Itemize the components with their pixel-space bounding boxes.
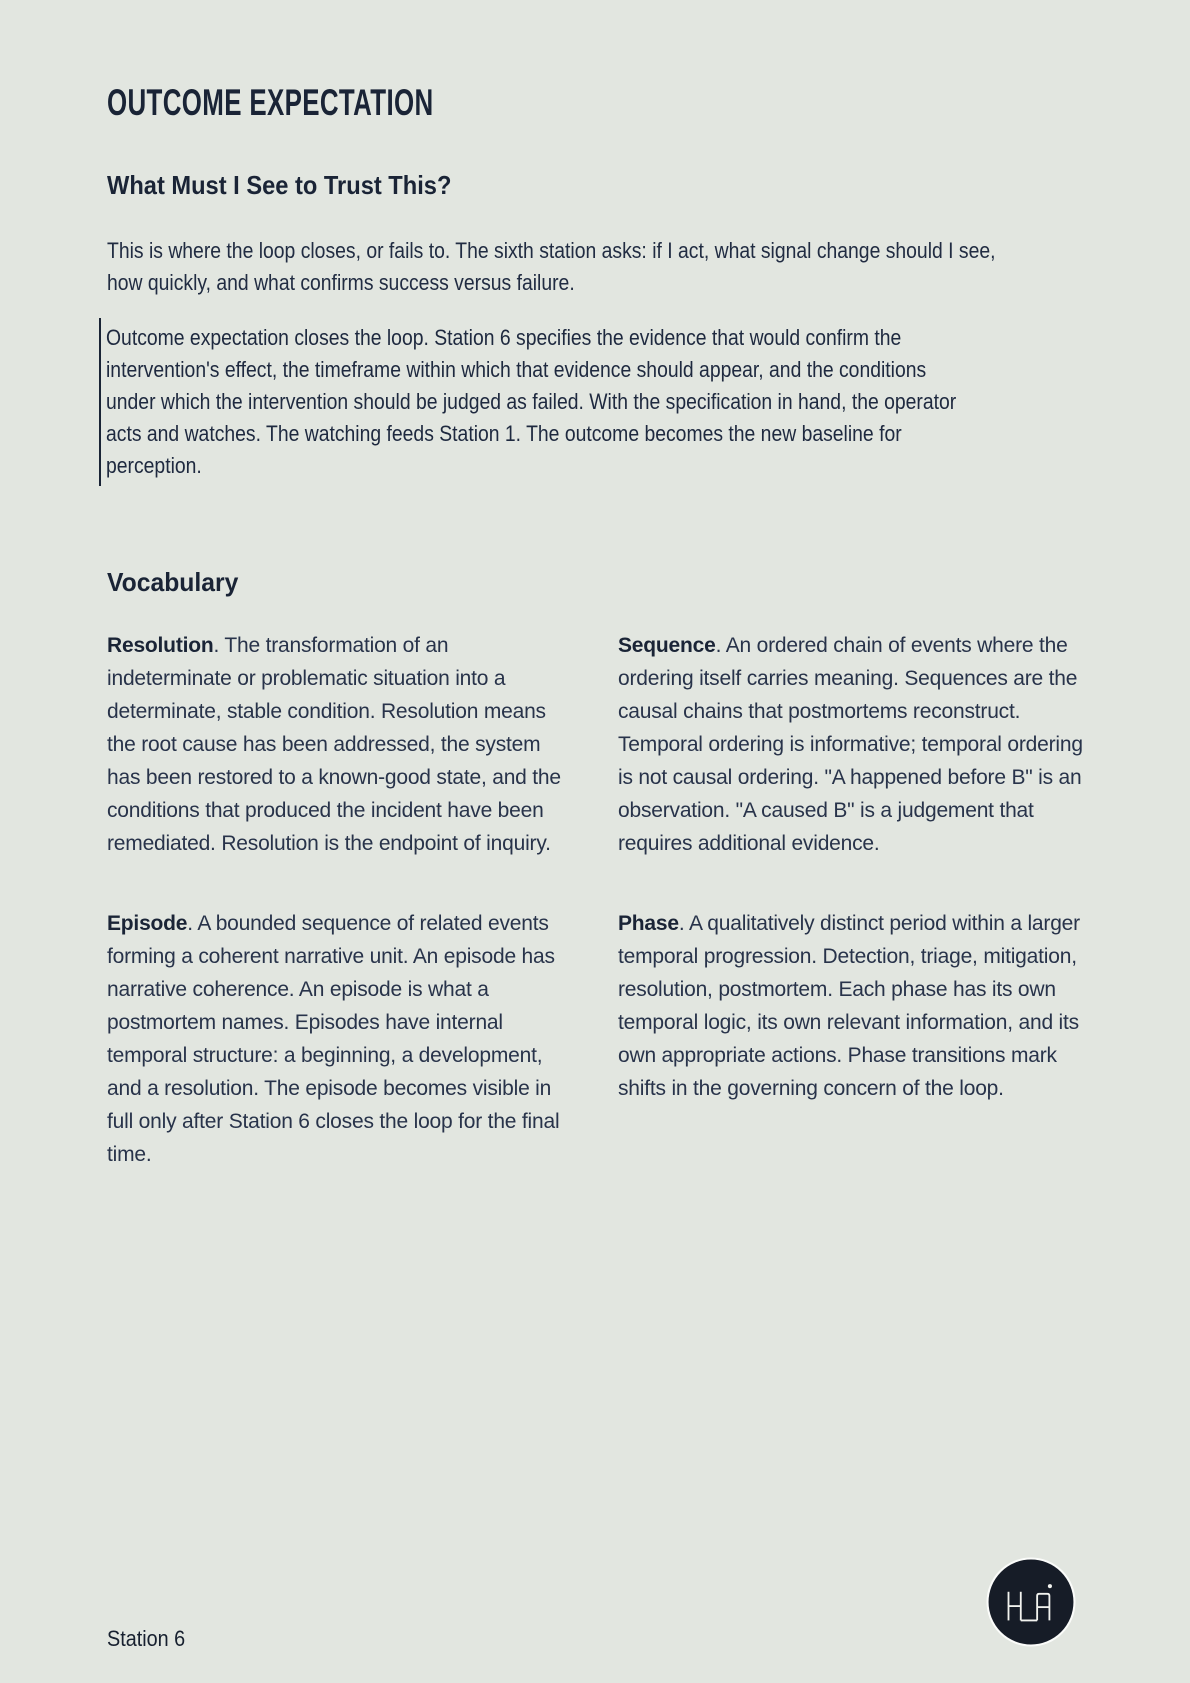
vocabulary-heading: Vocabulary	[107, 567, 239, 597]
vocab-definition: . The transformation of an indeterminate or problematic situation into a determinate, stable condition. Resolution means the root cause has been addressed, the system has been restored to a known-good state, and the conditions that produced the incident have been remediated. Resolution is the endpoint of inquiry.	[107, 634, 561, 855]
intro-paragraph: This is where the loop closes, or fails to. The sixth station asks: if I act, what signal change should I see, how quickly, and what confirms success versus failure.	[107, 238, 996, 295]
vocab-entry-phase	[618, 907, 1088, 1171]
callout-quote	[99, 318, 1099, 486]
footer-station-label: Station 6	[107, 1626, 186, 1651]
vocab-term: Resolution	[107, 634, 214, 657]
vocab-entry-sequence	[618, 629, 1088, 860]
vocab-term: Episode	[107, 912, 188, 935]
hua-monogram-svg	[986, 1557, 1076, 1647]
vocab-definition: . A bounded sequence of related events forming a coherent narrative unit. An episode has narrative coherence. An episode is what a postmortem names. Episodes have internal temporal structure: a beginning, a development, and a resolution. The episode becomes visible in full only after Station 6 closes the loop for the final time.	[107, 912, 560, 1166]
vocab-entry-episode	[107, 907, 577, 1171]
vocab-definition: . An ordered chain of events where the ordering itself carries meaning. Sequences are the causal chains that postmortems reconstruct. Temporal ordering is informative; temporal ordering is not causal ordering. "A happened before B" is an observation. "A caused B" is a judgement that requires additional evidence.	[618, 634, 1083, 855]
hua-monogram-icon	[986, 1557, 1076, 1647]
callout-quote-text: Outcome expectation closes the loop. Station 6 specifies the evidence that would confirm the intervention's effect, the timeframe within which that evidence should appear, and the conditions under which the intervention should be judged as failed. With the specification in hand, the operator acts and watches. The watching feeds Station 1. The outcome becomes the new baseline for perception.	[106, 325, 957, 478]
vocab-definition: . A qualitatively distinct period within a larger temporal progression. Detection, triage, mitigation, resolution, postmortem. Each phase has its own temporal logic, its own relevant information, and its own appropriate actions. Phase transitions mark shifts in the governing concern of the loop.	[618, 912, 1080, 1100]
section-heading: What Must I See to Trust This?	[107, 170, 452, 200]
vocabulary-grid	[107, 629, 1090, 1171]
vocab-term: Phase	[618, 912, 679, 935]
vocab-entry-resolution	[107, 629, 577, 860]
page-kicker-title: OUTCOME EXPECTATION	[107, 82, 434, 123]
vocab-term: Sequence	[618, 634, 716, 657]
